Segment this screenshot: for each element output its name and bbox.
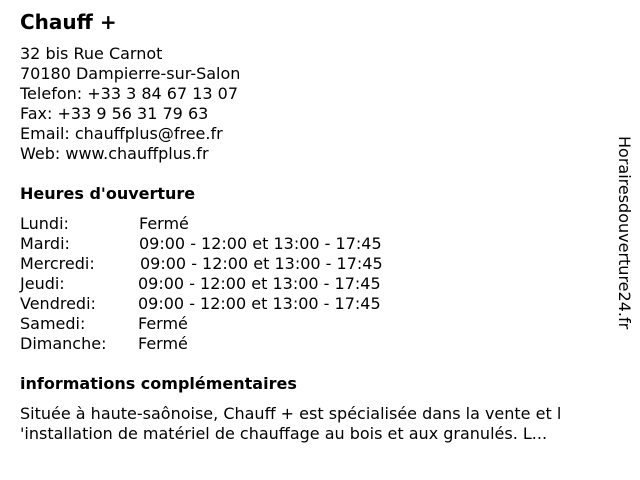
city-postal: 70180 Dampierre-sur-Salon bbox=[20, 64, 241, 83]
hours-heading: Heures d'ouverture bbox=[20, 184, 196, 203]
fax-number: Fax: +33 9 56 31 79 63 bbox=[20, 104, 209, 123]
day-hours: 09:00 - 12:00 et 13:00 - 17:45 bbox=[139, 234, 382, 253]
day-hours: Fermé bbox=[139, 214, 189, 233]
phone-number: Telefon: +33 3 84 67 13 07 bbox=[20, 84, 239, 103]
day-hours: Fermé bbox=[138, 334, 188, 353]
business-name: Chauff + bbox=[20, 10, 117, 34]
day-label: Mercredi: bbox=[20, 254, 95, 273]
day-hours: 09:00 - 12:00 et 13:00 - 17:45 bbox=[138, 294, 381, 313]
day-label: Jeudi: bbox=[20, 274, 65, 293]
street-address: 32 bis Rue Carnot bbox=[20, 44, 163, 63]
day-label: Dimanche: bbox=[20, 334, 107, 353]
day-hours: Fermé bbox=[138, 314, 188, 333]
business-description bbox=[20, 404, 610, 444]
day-label: Mardi: bbox=[20, 234, 70, 253]
description-line: Située à haute-saônoise, Chauff + est spécialisée dans la vente et l bbox=[20, 404, 562, 423]
site-watermark bbox=[612, 136, 636, 368]
info-heading: informations complémentaires bbox=[20, 374, 297, 393]
email-address: Email: chauffplus@free.fr bbox=[20, 124, 223, 143]
day-hours: 09:00 - 12:00 et 13:00 - 17:45 bbox=[140, 254, 383, 273]
watermark-text: Horairesdouverture24.fr bbox=[615, 136, 634, 330]
day-label: Samedi: bbox=[20, 314, 86, 333]
contact-block bbox=[20, 44, 240, 164]
website: Web: www.chauffplus.fr bbox=[20, 144, 209, 163]
day-hours: 09:00 - 12:00 et 13:00 - 17:45 bbox=[138, 274, 381, 293]
day-label: Lundi: bbox=[20, 214, 69, 233]
description-line: 'installation de matériel de chauffage au bois et aux granulés. L... bbox=[20, 424, 548, 443]
day-label: Vendredi: bbox=[20, 294, 96, 313]
